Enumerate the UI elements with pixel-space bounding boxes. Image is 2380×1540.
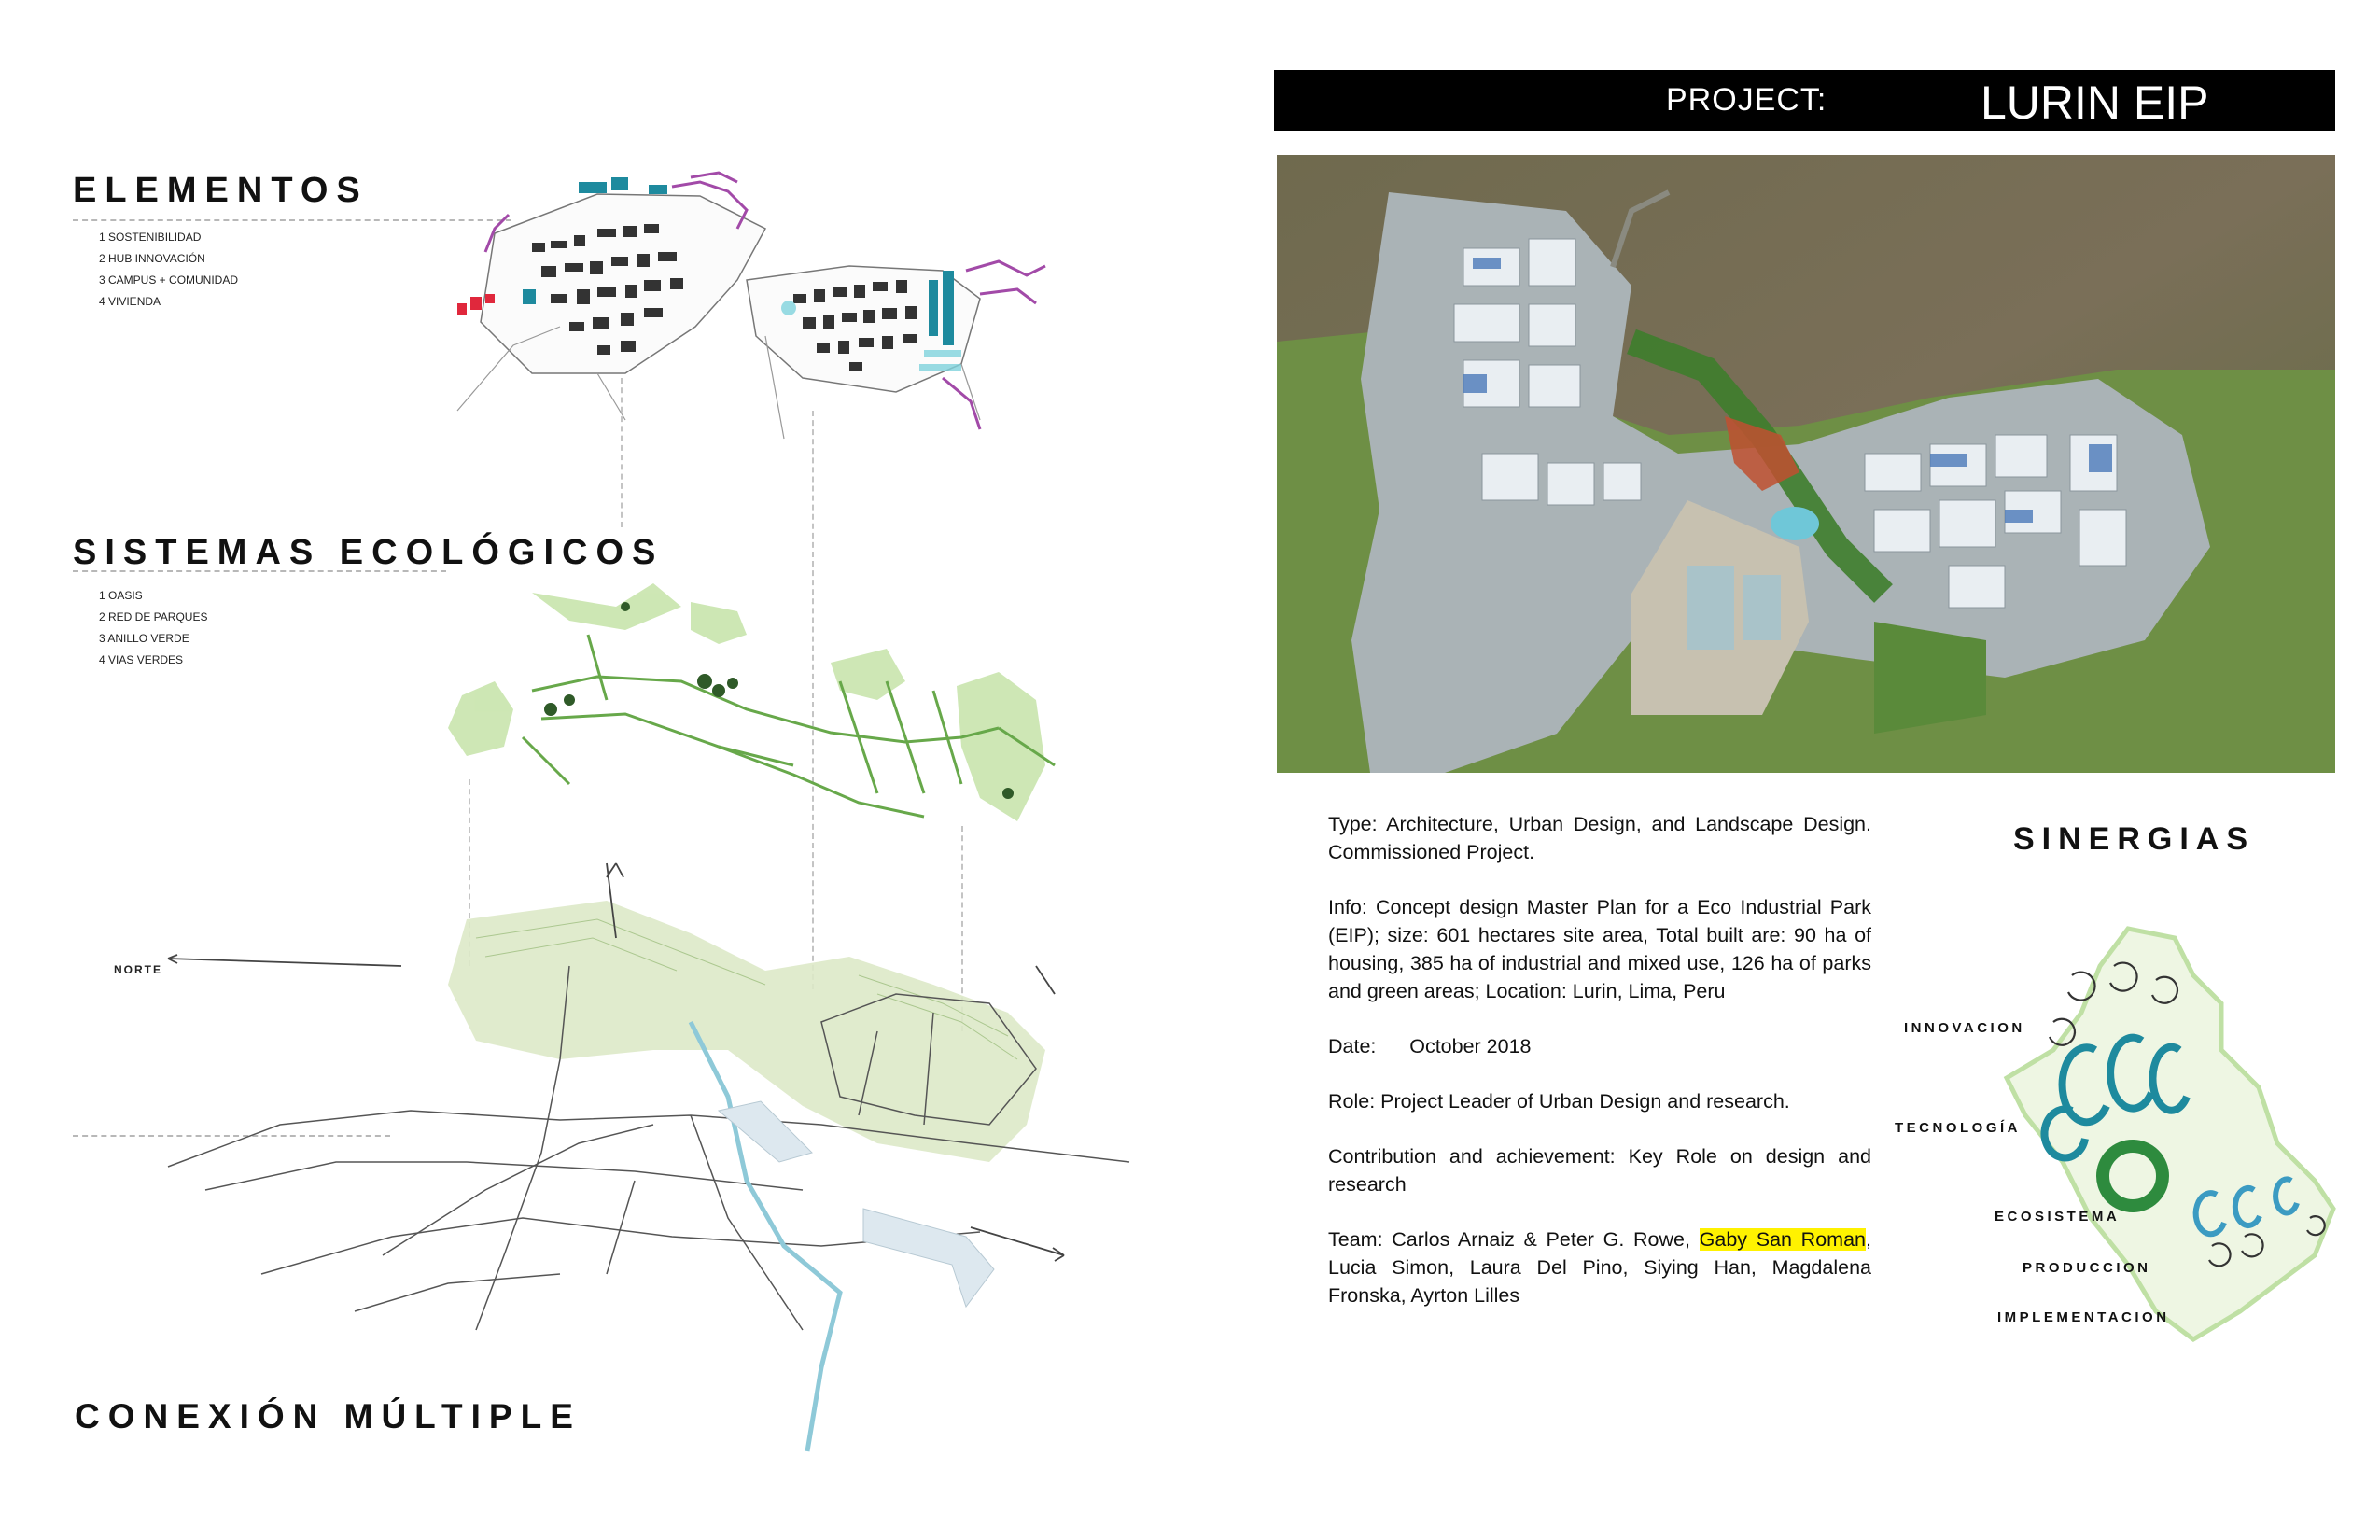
sistemas-list <box>99 585 207 671</box>
sistemas-title: SISTEMAS ECOLÓGICOS <box>73 533 665 572</box>
sinergias-label: TECNOLOGÍA <box>1895 1120 2021 1136</box>
project-name: LURIN EIP <box>1981 77 2209 129</box>
elementos-item: 3 CAMPUS + COMUNIDAD <box>99 273 239 287</box>
info-role: Role: Project Leader of Urban Design and research. <box>1328 1090 1790 1113</box>
sistemas-item: 1 OASIS <box>99 589 143 602</box>
sinergias-label: ECOSISTEMA <box>1995 1209 2121 1225</box>
guide-line <box>73 570 446 572</box>
sinergias-title: SINERGIAS <box>2013 821 2256 857</box>
site-outline <box>2007 929 2333 1339</box>
conexion-title: CONEXIÓN MÚLTIPLE <box>75 1397 581 1435</box>
info-type: Type: Architecture, Urban Design, and Landscape Design. Commissioned Project. <box>1328 813 1871 863</box>
project-label: PROJECT: <box>1666 82 1827 118</box>
project-description <box>1328 810 1871 1337</box>
elementos-item: 1 SOSTENIBILIDAD <box>99 231 202 244</box>
info-contribution: Contribution and achievement: Key Role on design and research <box>1328 1145 1871 1196</box>
elementos-title: ELEMENTOS <box>73 171 369 210</box>
info-date: Date: October 2018 <box>1328 1035 1532 1057</box>
sinergias-label: IMPLEMENTACION <box>1997 1309 2170 1325</box>
elementos-item: 4 VIVIENDA <box>99 295 161 308</box>
elementos-map <box>457 177 1073 457</box>
sinergias-label: INNOVACION <box>1904 1020 2025 1036</box>
guide-line <box>73 219 511 221</box>
sistemas-map <box>439 579 1092 859</box>
team-prefix: Team: Carlos Arnaiz & Peter G. Rowe, <box>1328 1228 1700 1251</box>
info-team <box>1328 1225 1871 1309</box>
sistemas-item: 3 ANILLO VERDE <box>99 632 189 645</box>
conexion-map <box>168 882 1148 1451</box>
elementos-list <box>99 227 238 313</box>
info-details: Info: Concept design Master Plan for a Eco Industrial Park (EIP); size: 601 hectares site area, Total built are: 90 ha of housing, 385 ha of industrial and mixed use, 126 ha of parks and green areas; Location: Lurin, Lima, Peru <box>1328 896 1871 1002</box>
project-title-bar <box>1274 70 2335 131</box>
team-highlight: Gaby San Roman <box>1699 1228 1866 1251</box>
sinergias-label: PRODUCCION <box>2023 1260 2151 1276</box>
elementos-item: 2 HUB INNOVACIÓN <box>99 252 205 265</box>
sistemas-item: 2 RED DE PARQUES <box>99 610 208 623</box>
sistemas-item: 4 VIAS VERDES <box>99 653 184 666</box>
team-suffix: , Lucia Simon, Laura Del Pino, Siying Han, Magdalena Fronska, Ayrton Lilles <box>1328 1228 1871 1307</box>
aerial-render-image <box>1277 155 2335 773</box>
norte-label: NORTE <box>114 963 162 976</box>
